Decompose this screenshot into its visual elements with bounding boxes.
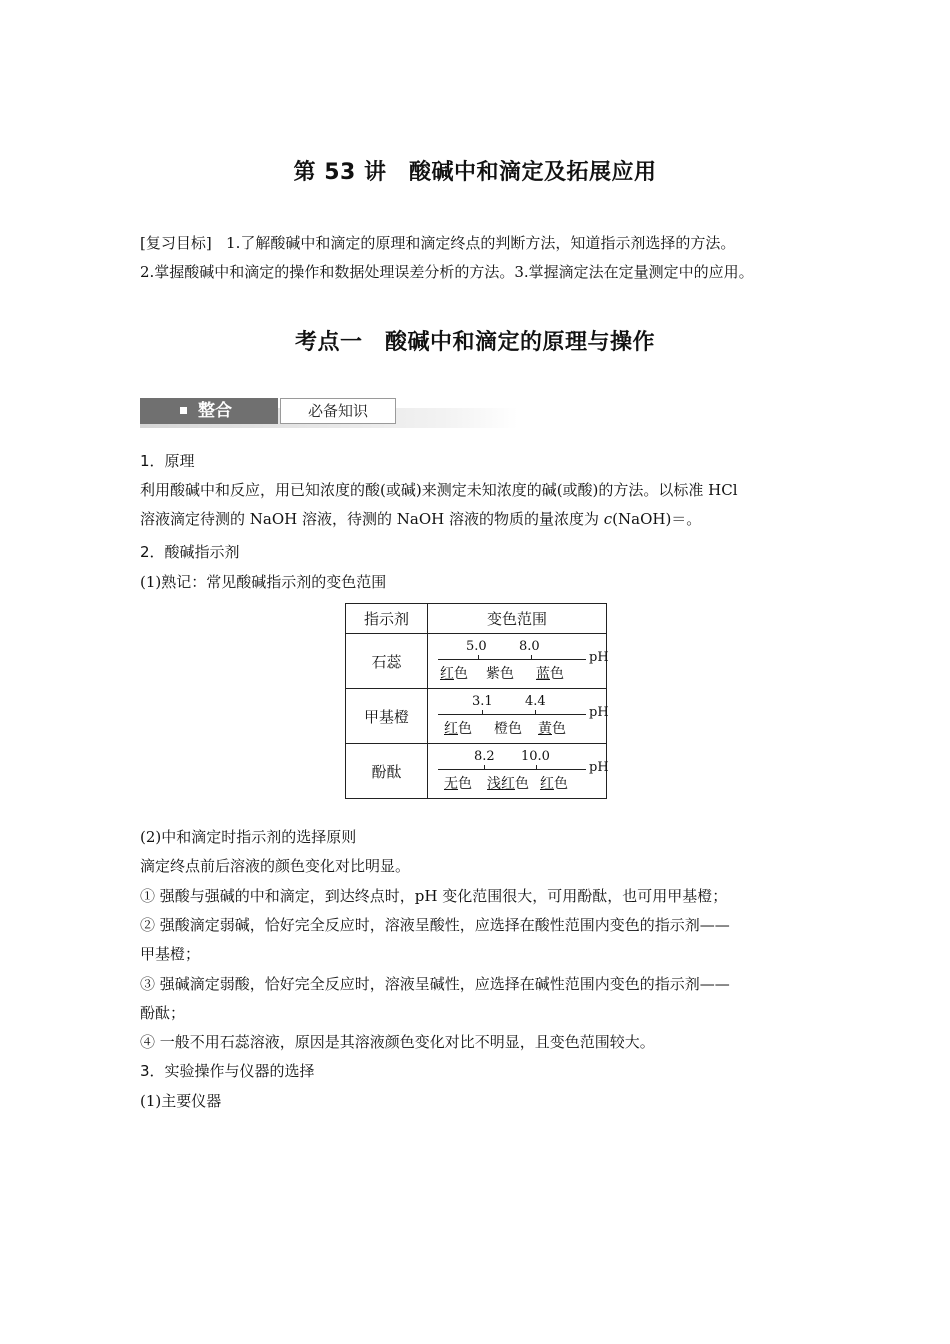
table-header-row bbox=[346, 604, 607, 634]
indicator-name: 酚酞 bbox=[346, 744, 428, 799]
tick-low: 8.2 bbox=[474, 749, 495, 764]
s1-heading: 1．原理 bbox=[140, 452, 195, 470]
s3-sub1: (1)主要仪器 bbox=[140, 1092, 222, 1110]
s2-item4: ④ 一般不用石蕊溶液，原因是其溶液颜色变化对比不明显，且变色范围较大。 bbox=[140, 1033, 655, 1051]
table-row bbox=[346, 744, 607, 799]
scale-line bbox=[438, 659, 586, 660]
concentration-symbol: c bbox=[603, 510, 613, 528]
banner-dark-tab bbox=[140, 398, 278, 424]
s2-item1: ① 强酸与强碱的中和滴定，到达终点时，pH 变化范围很大，可用酚酞，也可用甲基橙； bbox=[140, 887, 728, 905]
table-row bbox=[346, 689, 607, 744]
s2-principle: 滴定终点前后溶液的颜色变化对比明显。 bbox=[140, 857, 411, 875]
color-acid: 无色 bbox=[444, 776, 472, 792]
section-title: 考点一 酸碱中和滴定的原理与操作 bbox=[294, 330, 655, 355]
color-mid: 紫色 bbox=[486, 666, 514, 682]
s1-body bbox=[140, 476, 812, 534]
header-range: 变色范围 bbox=[428, 604, 607, 634]
s2-sub2: (2)中和滴定时指示剂的选择原则 bbox=[140, 828, 357, 846]
scale-line bbox=[438, 769, 586, 770]
indicator-table bbox=[345, 603, 607, 799]
s2-item2: ② 强酸滴定弱碱，恰好完全反应时，溶液呈酸性，应选择在酸性范围内变色的指示剂—— 甲基橙； bbox=[140, 916, 730, 963]
tick-low: 5.0 bbox=[466, 639, 487, 654]
indicator-name: 石蕊 bbox=[346, 634, 428, 689]
color-acid: 红色 bbox=[444, 721, 472, 737]
color-base: 黄色 bbox=[538, 721, 566, 737]
objectives-line1: 1.了解酸碱中和滴定的原理和滴定终点的判断方法，知道指示剂选择的方法。 bbox=[226, 234, 736, 252]
tick-high: 4.4 bbox=[525, 694, 546, 709]
s2-item3: ③ 强碱滴定弱酸，恰好完全反应时，溶液呈碱性，应选择在碱性范围内变色的指示剂—— 酚酞； bbox=[140, 975, 730, 1022]
ph-label: pH bbox=[589, 705, 609, 720]
review-objectives bbox=[140, 229, 812, 287]
s3-heading: 3．实验操作与仪器的选择 bbox=[140, 1062, 315, 1080]
ph-label: pH bbox=[589, 760, 609, 775]
page-title: 第 53 讲 酸碱中和滴定及拓展应用 bbox=[293, 160, 657, 185]
color-mid: 浅红色 bbox=[487, 776, 529, 792]
scale-line bbox=[438, 714, 586, 715]
objectives-label: [复习目标] bbox=[140, 234, 212, 252]
range-cell bbox=[428, 634, 607, 689]
square-bullet-icon bbox=[180, 407, 187, 414]
ph-scale bbox=[428, 634, 609, 688]
color-base: 蓝色 bbox=[536, 666, 564, 682]
color-acid: 红色 bbox=[440, 666, 468, 682]
tick-high: 10.0 bbox=[521, 749, 550, 764]
indicator-name: 甲基橙 bbox=[346, 689, 428, 744]
ph-scale bbox=[428, 744, 609, 798]
banner-light-label: 必备知识 bbox=[280, 398, 396, 424]
tick-high: 8.0 bbox=[519, 639, 540, 654]
tick-low: 3.1 bbox=[472, 694, 493, 709]
range-cell bbox=[428, 744, 607, 799]
section-banner bbox=[140, 398, 518, 430]
s1-line2: 溶液滴定待测的 NaOH 溶液，待测的 NaOH 溶液的物质的量浓度为 c(NaOH)＝。 bbox=[140, 510, 702, 528]
banner-dark-label: 整合 bbox=[198, 401, 232, 421]
range-cell bbox=[428, 689, 607, 744]
ph-scale bbox=[428, 689, 609, 743]
s2-heading: 2．酸碱指示剂 bbox=[140, 543, 240, 561]
s2-sub1: (1)熟记：常见酸碱指示剂的变色范围 bbox=[140, 573, 387, 591]
color-base: 红色 bbox=[540, 776, 568, 792]
s1-line1: 利用酸碱中和反应，用已知浓度的酸(或碱)来测定未知浓度的碱(或酸)的方法。以标准 HCl bbox=[140, 481, 738, 499]
header-indicator: 指示剂 bbox=[346, 604, 428, 634]
ph-label: pH bbox=[589, 650, 609, 665]
color-mid: 橙色 bbox=[494, 721, 522, 737]
objectives-line2: 2.掌握酸碱中和滴定的操作和数据处理误差分析的方法。3.掌握滴定法在定量测定中的应用。 bbox=[140, 263, 754, 281]
table-row bbox=[346, 634, 607, 689]
